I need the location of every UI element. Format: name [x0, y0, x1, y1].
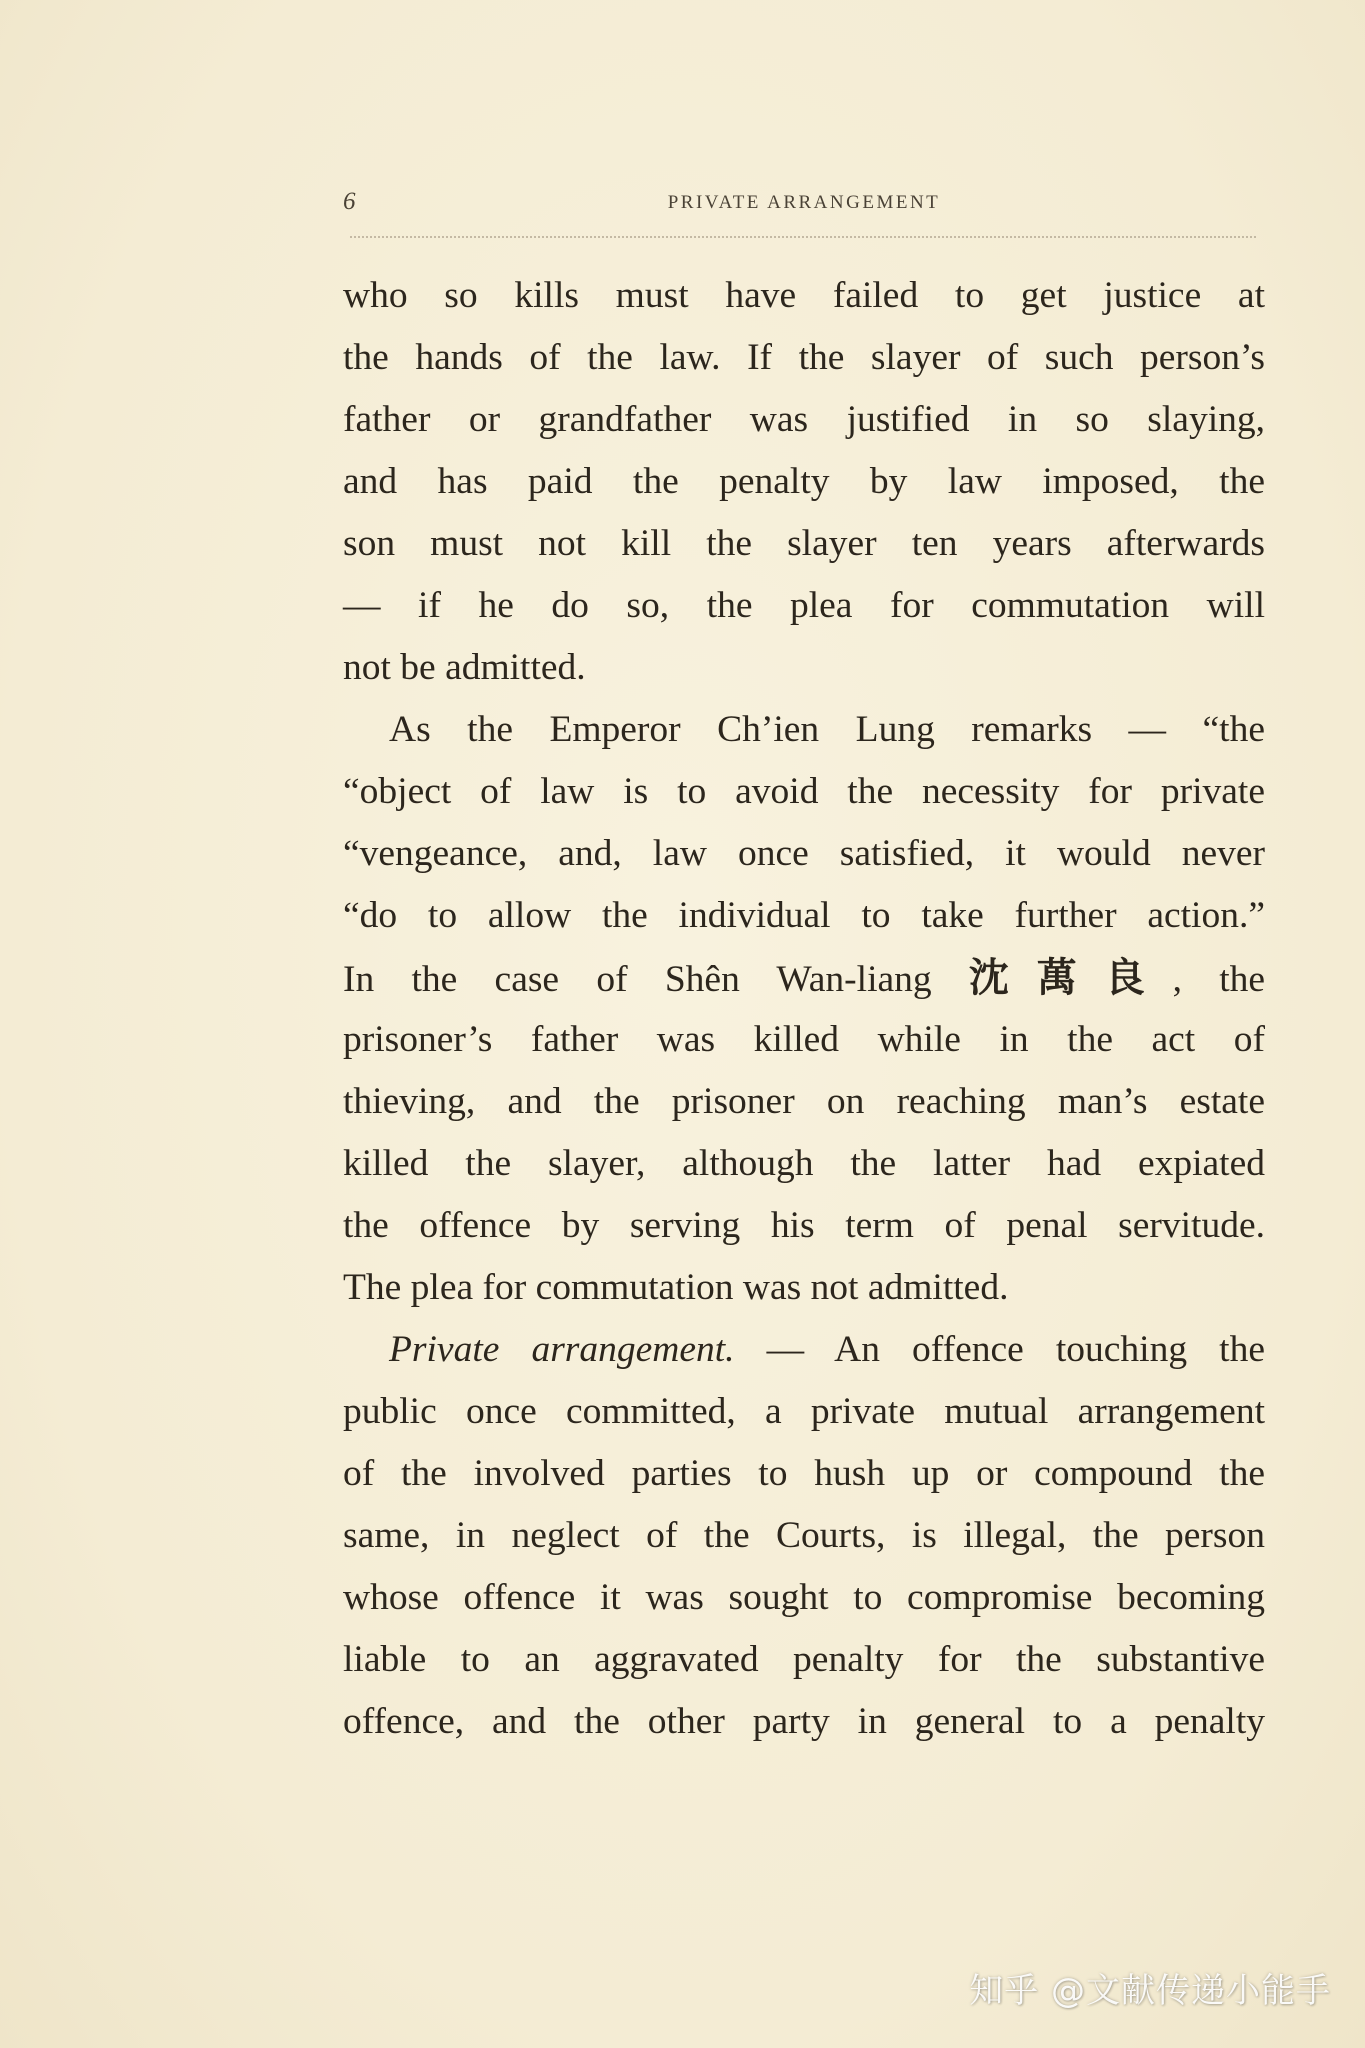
body-text [343, 265, 1265, 1753]
text-line: offence, and the other party in general to a penalty [343, 1701, 1265, 1742]
page-number: 6 [343, 188, 356, 215]
section-heading: Private arrangement. [389, 1329, 735, 1370]
text-line: the hands of the law. If the slayer of such person’s [343, 337, 1265, 378]
text-line: not be admitted. [343, 647, 586, 688]
text-line: prisoner’s father was killed while in the act of [343, 1019, 1265, 1060]
text-line: of the involved parties to hush up or compound the [343, 1453, 1265, 1494]
text-line: father or grandfather was justified in so slaying, [343, 399, 1265, 440]
running-head [343, 188, 1265, 220]
text-line: the offence by serving his term of penal servitude. [343, 1205, 1265, 1246]
text-segment: , the [1172, 959, 1266, 1000]
text-line: same, in neglect of the Courts, is illegal, the person [343, 1515, 1265, 1556]
chinese-name: 沈萬良 [968, 955, 1173, 1001]
running-title: PRIVATE ARRANGEMENT [667, 192, 941, 213]
text-line: public once committed, a private mutual arrangement [343, 1391, 1265, 1432]
header-rule [350, 236, 1256, 238]
text-line: The plea for commutation was not admitted. [343, 1267, 1009, 1308]
text-line: killed the slayer, although the latter had expiated [343, 1143, 1265, 1184]
text-line: — if he do so, the plea for commutation will [343, 585, 1265, 626]
text-line: thieving, and the prisoner on reaching man’s estate [343, 1081, 1265, 1122]
text-segment: — An offence touching the [734, 1329, 1265, 1370]
watermark: 知乎 @文献传递小能手 [969, 1971, 1331, 2011]
text-line: who so kills must have failed to get justice at [343, 275, 1265, 316]
text-line: “object of law is to avoid the necessity for private [343, 771, 1265, 812]
text-line: son must not kill the slayer ten years afterwards [343, 523, 1265, 564]
text-line: “vengeance, and, law once satisfied, it would never [343, 833, 1265, 874]
text-line-with-chinese [343, 947, 1265, 1009]
paragraph-start-line: As the Emperor Ch’ien Lung remarks — “the [389, 709, 1265, 750]
paragraph-start-line [343, 1319, 1265, 1381]
text-line: “do to allow the individual to take further action.” [343, 895, 1265, 936]
text-line: liable to an aggravated penalty for the substantive [343, 1639, 1265, 1680]
text-segment: In the case of Shên Wan-liang [343, 959, 932, 1000]
text-line: and has paid the penalty by law imposed, the [343, 461, 1265, 502]
text-line: whose offence it was sought to compromise becoming [343, 1577, 1265, 1618]
